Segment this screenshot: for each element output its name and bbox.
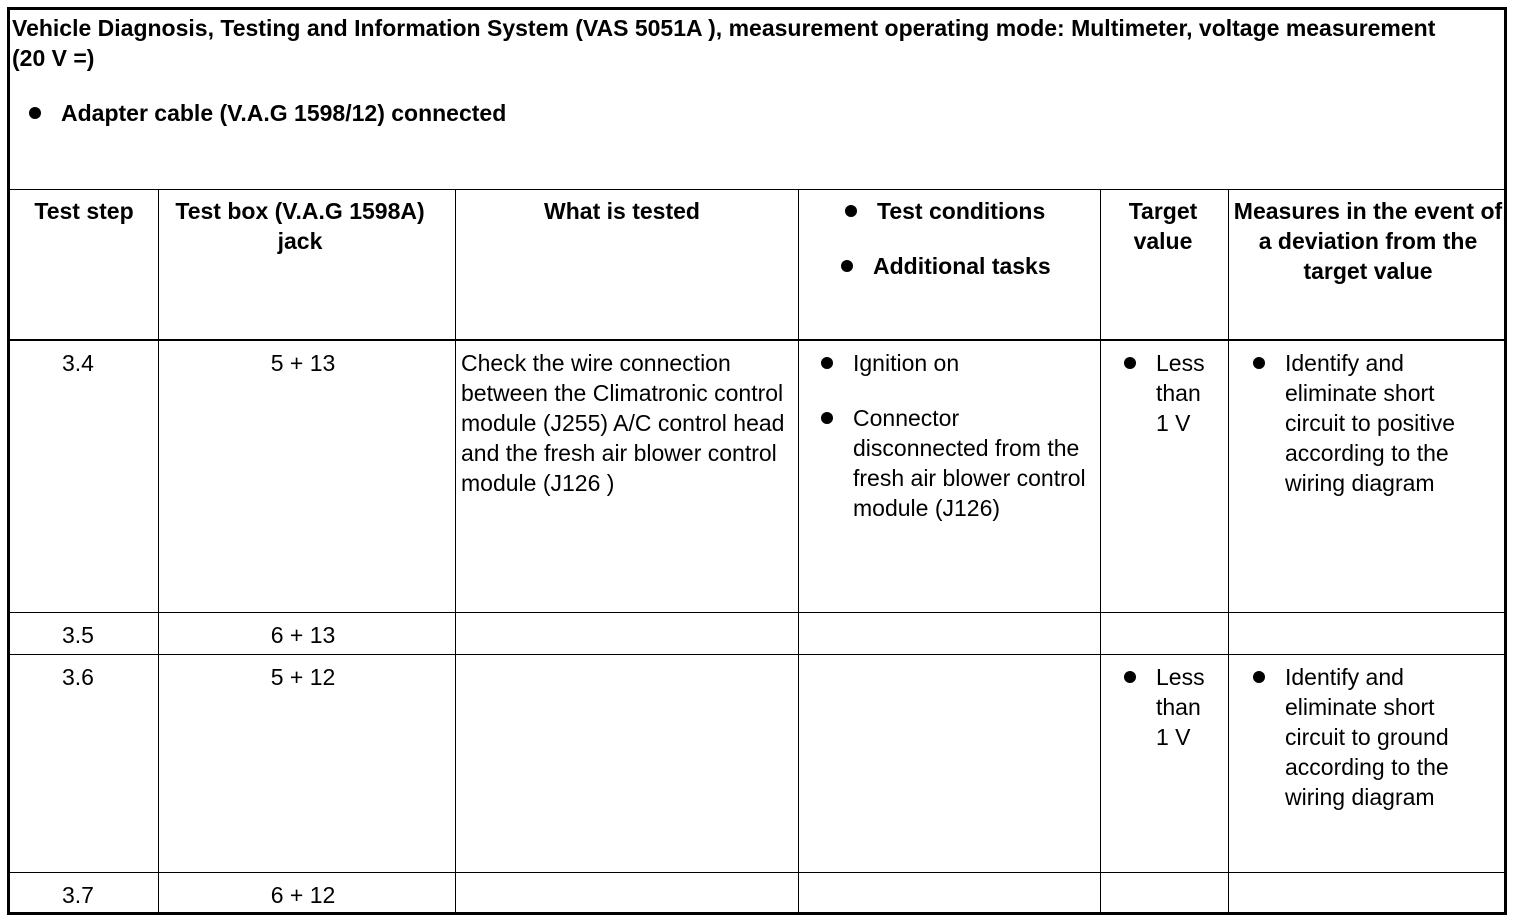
bullet-icon xyxy=(821,412,833,424)
header-row-divider xyxy=(8,339,1506,341)
column-header-test-step xyxy=(10,196,158,226)
target-text: Less than 1 V xyxy=(1156,664,1205,750)
bullet-icon xyxy=(1124,671,1136,683)
cell-test-step: 3.5 xyxy=(62,622,94,648)
condition-item xyxy=(821,348,1096,378)
bullet-icon xyxy=(1253,357,1265,369)
column-divider xyxy=(455,189,456,913)
condition-text: Connector disconnected from the fresh air blower control module (J126) xyxy=(853,405,1086,521)
condition-item xyxy=(821,403,1096,523)
condition-text: Ignition on xyxy=(853,350,960,376)
row-divider xyxy=(8,612,1506,613)
measure-text: Identify and eliminate short circuit to positive according to the wiring diagram xyxy=(1285,350,1456,496)
row-divider xyxy=(8,654,1506,655)
cell-target xyxy=(1124,348,1224,438)
cell-measure xyxy=(1253,348,1503,498)
header-bullet-item xyxy=(845,196,1095,226)
column-header-measures xyxy=(1232,196,1504,286)
cell-conditions xyxy=(821,348,1096,523)
bullet-icon xyxy=(1253,671,1265,683)
bullet-icon xyxy=(841,260,853,272)
column-header-label: Measures in the event of a deviation from the target value xyxy=(1233,198,1503,284)
column-header-label: Test box (V.A.G 1598A) jack xyxy=(175,198,425,254)
column-divider xyxy=(1100,189,1101,913)
column-header-what-tested xyxy=(456,196,788,226)
prerequisite-item xyxy=(29,98,506,128)
cell-jack: 6 + 12 xyxy=(270,882,336,908)
row-divider xyxy=(8,872,1506,873)
bullet-icon xyxy=(29,107,41,119)
measure-text: Identify and eliminate short circuit to ground according to the wiring diagram xyxy=(1285,664,1449,810)
column-header-test-box xyxy=(162,196,438,256)
column-header-label: Test conditions xyxy=(877,198,1046,224)
prerequisite-text: Adapter cable (V.A.G 1598/12) connected xyxy=(61,100,507,126)
column-header-target xyxy=(1110,196,1216,256)
column-header-label: Test step xyxy=(34,198,134,224)
cell-what-tested: Check the wire connection between the Climatronic control module (J255) A/C control head and the fresh air blower control module (J126 ) xyxy=(461,350,785,496)
bullet-icon xyxy=(821,357,833,369)
document-title: Vehicle Diagnosis, Testing and Information System (VAS 5051A ), measurement operating mode: Multimeter, voltage measurement (20 V =) xyxy=(12,15,1436,71)
document-header xyxy=(7,7,1507,190)
cell-test-step: 3.7 xyxy=(62,882,94,908)
column-header-conditions xyxy=(845,196,1095,281)
column-header-label: Target value xyxy=(1128,198,1198,254)
column-header-label: Additional tasks xyxy=(873,253,1051,279)
header-bullet-item xyxy=(841,251,1095,281)
cell-jack: 5 + 13 xyxy=(270,350,336,376)
bullet-icon xyxy=(1124,357,1136,369)
cell-measure xyxy=(1253,662,1503,812)
target-text: Less than 1 V xyxy=(1156,350,1205,436)
cell-test-step: 3.6 xyxy=(62,664,94,690)
cell-jack: 6 + 13 xyxy=(270,622,336,648)
cell-test-step: 3.4 xyxy=(62,350,94,376)
cell-jack: 5 + 12 xyxy=(270,664,336,690)
column-divider xyxy=(158,189,159,913)
column-divider xyxy=(798,189,799,913)
bullet-icon xyxy=(845,205,857,217)
column-divider xyxy=(1228,189,1229,913)
column-header-label: What is tested xyxy=(544,198,700,224)
cell-target xyxy=(1124,662,1224,752)
